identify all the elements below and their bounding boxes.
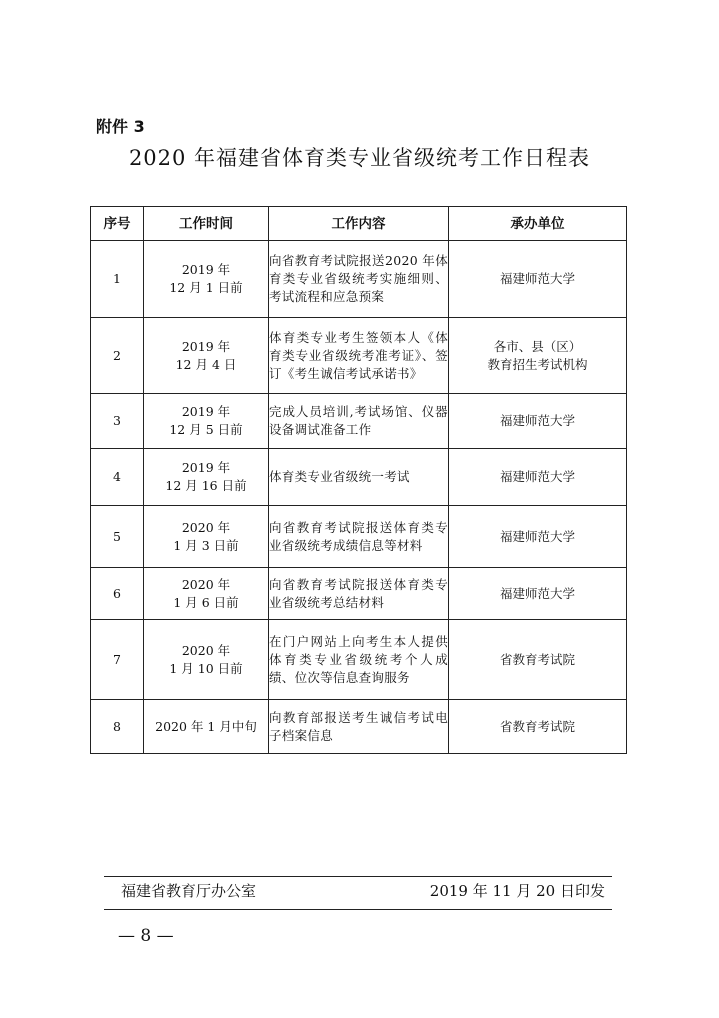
work-content: 向省教育考试院报送2020 年体育类专业省级统考实施细则、考试流程和应急预案 <box>269 241 449 318</box>
attachment-label: 附件 3 <box>96 117 145 136</box>
work-time-day: 1 月 3 日前 <box>173 537 239 553</box>
row-number: 5 <box>91 506 144 568</box>
row-number: 2 <box>91 318 144 394</box>
organizer <box>449 568 627 620</box>
work-time-year: 2020 年 <box>181 576 231 592</box>
issuer-name: 福建省教育厅办公室 <box>121 882 257 900</box>
organizer-name: 福建师范大学 <box>499 413 575 428</box>
work-time-year: 2020 年 <box>181 642 231 658</box>
row-number: 3 <box>91 394 144 449</box>
work-time <box>144 700 269 754</box>
organizer-name: 福建师范大学 <box>499 585 575 601</box>
row-number: 8 <box>91 700 144 754</box>
organizer <box>449 620 627 700</box>
organizer-name: 福建师范大学 <box>499 271 575 286</box>
work-time-year: 2019 年 <box>181 338 231 354</box>
row-number: 7 <box>91 620 144 700</box>
table-row <box>91 449 627 506</box>
column-header-time: 工作时间 <box>144 207 269 241</box>
work-content: 完成人员培训,考试场馆、仪器设备调试准备工作 <box>269 394 449 449</box>
work-content: 向省教育考试院报送体育类专业省级统考总结材料 <box>269 568 449 620</box>
organizer <box>449 318 627 394</box>
work-content: 向省教育考试院报送体育类专业省级统考成绩信息等材料 <box>269 506 449 568</box>
work-time <box>144 449 269 506</box>
table-header-row <box>91 207 627 241</box>
table-row <box>91 394 627 449</box>
work-time-year: 2019 年 <box>181 460 231 475</box>
work-time-day: 12 月 1 日前 <box>169 280 243 295</box>
work-content: 体育类专业省级统一考试 <box>269 449 449 506</box>
column-header-unit: 承办单位 <box>449 207 627 241</box>
organizer-name: 福建师范大学 <box>499 469 575 484</box>
work-time <box>144 241 269 318</box>
work-content: 在门户网站上向考生本人提供体育类专业省级统考个人成绩、位次等信息查询服务 <box>269 620 449 700</box>
footer-top-rule <box>104 876 612 877</box>
organizer <box>449 394 627 449</box>
work-time <box>144 318 269 394</box>
work-content: 体育类专业考生签领本人《体育类专业省级统考准考证》、签订《考生诚信考试承诺书》 <box>269 318 449 394</box>
column-header-no: 序号 <box>91 207 144 241</box>
column-header-content: 工作内容 <box>269 207 449 241</box>
table-row <box>91 620 627 700</box>
work-time-day: 12 月 4 日 <box>175 356 237 372</box>
organizer <box>449 241 627 318</box>
work-time <box>144 620 269 700</box>
work-time-day: 12 月 16 日前 <box>165 478 247 493</box>
work-time-year: 2020 年 <box>181 519 231 535</box>
table-row <box>91 506 627 568</box>
work-time-day: 1 月 6 日前 <box>173 594 239 610</box>
work-time-day: 12 月 5 日前 <box>169 422 243 437</box>
work-time-year: 2019 年 <box>181 262 231 277</box>
table-row <box>91 318 627 394</box>
schedule-table <box>90 206 627 754</box>
organizer-name-line2: 教育招生考试机构 <box>487 356 588 372</box>
organizer-name: 福建师范大学 <box>499 528 575 544</box>
work-time-day: 1 月 10 日前 <box>169 660 243 676</box>
work-time <box>144 568 269 620</box>
organizer-name: 省教育考试院 <box>499 651 575 667</box>
organizer <box>449 506 627 568</box>
document-title: 2020 年福建省体育类专业省级统考工作日程表 <box>128 146 591 170</box>
table-row <box>91 241 627 318</box>
work-content: 向教育部报送考生诚信考试电子档案信息 <box>269 700 449 754</box>
work-time-year: 2020 年 1 月中旬 <box>155 718 257 734</box>
issue-date: 2019 年 11 月 20 日印发 <box>429 882 605 900</box>
footer-bottom-rule <box>104 909 612 910</box>
row-number: 6 <box>91 568 144 620</box>
organizer-name: 各市、县（区） <box>493 338 582 354</box>
organizer <box>449 700 627 754</box>
table-row <box>91 700 627 754</box>
work-time-year: 2019 年 <box>181 404 231 419</box>
work-time <box>144 394 269 449</box>
table-row <box>91 568 627 620</box>
work-time <box>144 506 269 568</box>
organizer-name: 省教育考试院 <box>499 718 575 734</box>
page-number: — 8 — <box>118 926 174 946</box>
row-number: 4 <box>91 449 144 506</box>
row-number: 1 <box>91 241 144 318</box>
organizer <box>449 449 627 506</box>
